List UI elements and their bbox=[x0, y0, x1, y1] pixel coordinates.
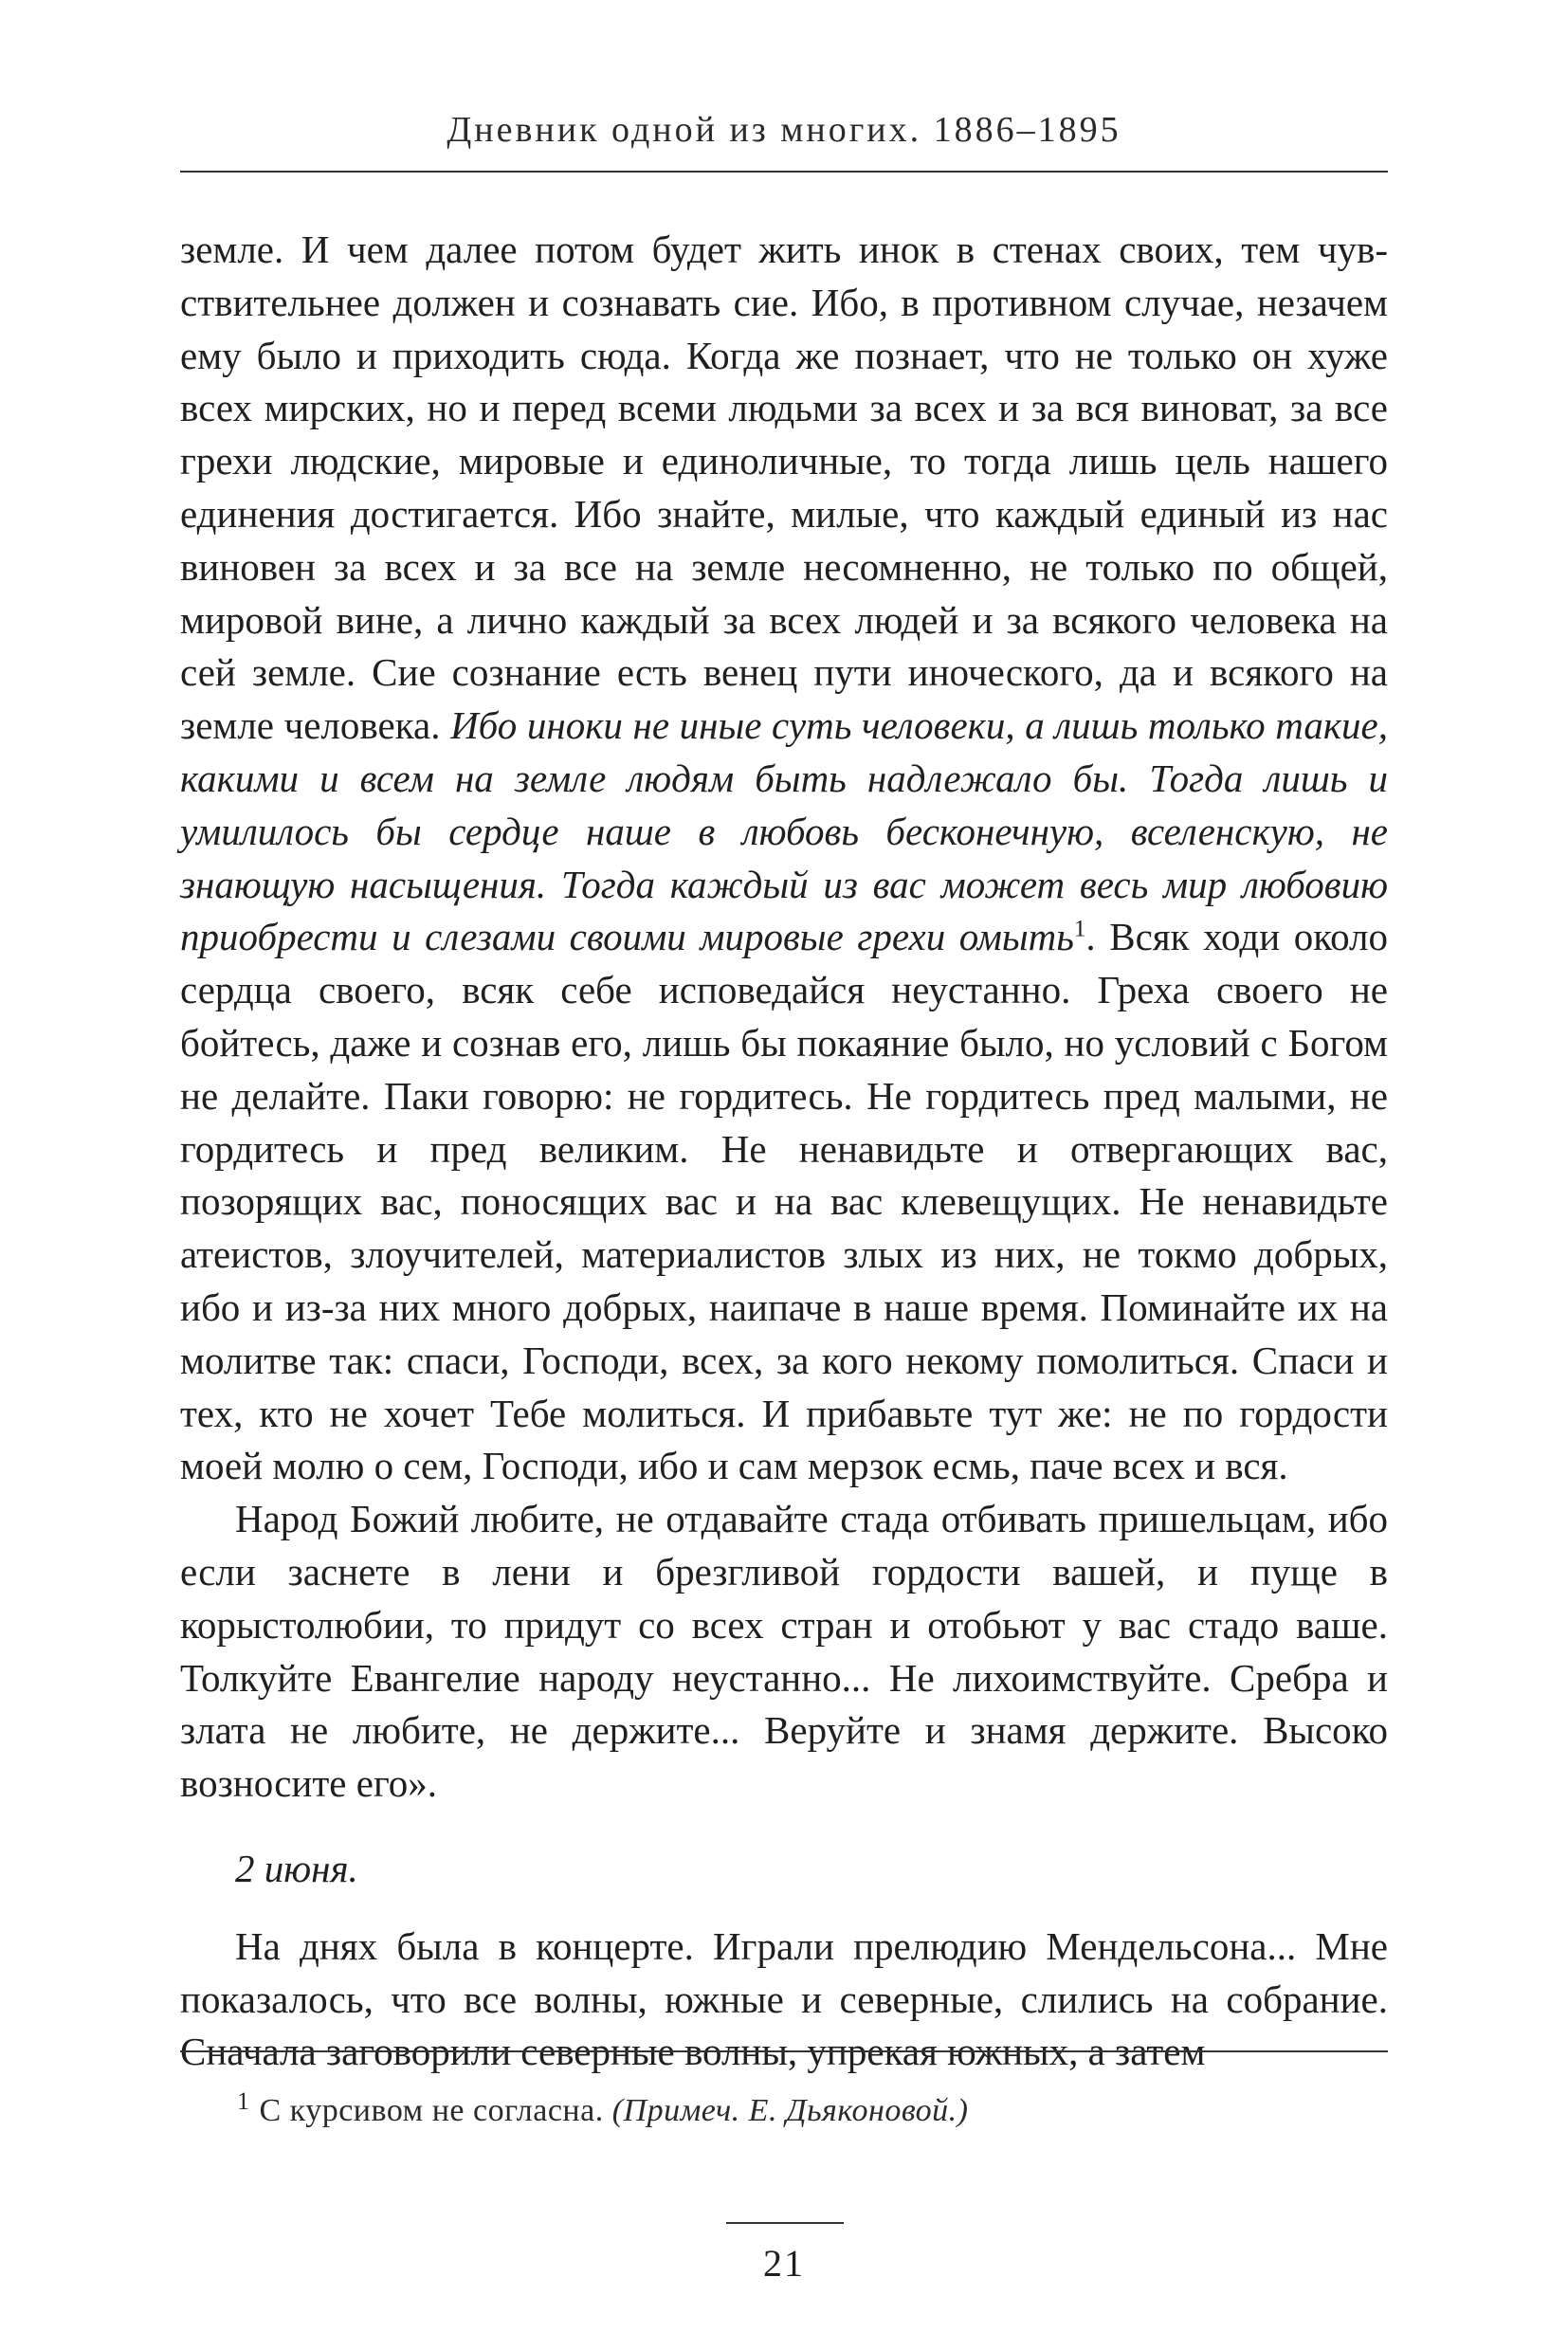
paragraph-1-italic: Ибо иноки не иные суть человеки, а лишь только такие, какими и всем на земле людям быть надлежало бы. Тогда лишь и умилилось бы сердце наше в любовь бесконечную, вселенскую, не знающую насыщения. Тогда каждый из вас может весь мир любовию приобрести и слезами своими мировые грехи омыть bbox=[180, 703, 1388, 959]
footnote-attribution: (Примеч. Е. Дьяконовой.) bbox=[611, 2093, 969, 2128]
footnote-mark: 1 bbox=[237, 2086, 250, 2115]
footnote bbox=[237, 2086, 969, 2129]
paragraph-1-continuation: . Всяк ходи около сердца своего, всяк себе исповедайся неустанно. Греха своего не бойтесь, даже и сознав его, лишь бы покаяние было, но условий с Богом не делайте. Паки говорю: не гордитесь. Не гордитесь пред малыми, не гордитесь и пред великим. Не ненавидьте и отвергающих вас, позорящих вас, поносящих вас и на вас клевещущих. Не ненавидьте атеистов, злоучителей, материалистов злых из них, не токмо добрых, ибо и из-за них много добрых, наипаче в наше время. Поминайте их на молитве так: спаси, Господи, всех, за кого некому помолиться. Спаси и тех, кто не хочет Тебе молиться. И прибавьте тут же: не по гордости моей молю о сем, Господи, ибо и сам мерзок есмь, паче всех и вся. bbox=[180, 915, 1388, 1488]
main-text bbox=[180, 224, 1388, 2079]
page-number-rule bbox=[726, 2222, 844, 2224]
page-number: 21 bbox=[763, 2242, 805, 2285]
footnote-reference: 1 bbox=[1073, 916, 1086, 942]
paragraph-3: На днях была в концерте. Играли прелюдию Мендельсона... Мне показалось, что все волны, южные и северные, слились на собрание. Сначала заговорили северные волны, упрекая южных, а затем bbox=[180, 1923, 1388, 2074]
running-title: Дневник одной из многих. 1886–1895 bbox=[447, 110, 1121, 150]
paragraph-1-text: земле. И чем далее потом будет жить инок в стенах своих, тем чувствительнее должен и сознавать сие. Ибо, в противном случае, незачем ему было и приходить сюда. Когда же познает, что не только он хуже всех мирских, но и перед всеми людьми за всех и за вся виноват, за все грехи людские, мировые и единоличные, то тогда лишь цель нашего единения достигается. Ибо знайте, милые, что каждый единый из нас виновен за всех и за все на земле несомненно, не только по общей, мировой вине, а лично каждый за всех людей и за всякого человека на сей земле. Сие сознание есть венец пути иноческого, да и всякого на земле человека. bbox=[180, 228, 1388, 748]
diary-date: 2 июня. bbox=[235, 1846, 358, 1890]
header-rule bbox=[180, 171, 1388, 173]
paragraph-2: Народ Божий любите, не отдавайте стада отбивать пришельцам, ибо если заснете в лени и брезгливой гордости вашей, и пуще в корыстолюбии, то придут со всех стран и отобьют у вас стадо ваше. Толкуйте Евангелие народу неустанно... Не лихоимствуйте. Сребра и злата не любите, не держите... Веруйте и знамя держите. Высоко возносите его». bbox=[180, 1497, 1388, 1806]
footnote-rule bbox=[180, 2050, 1388, 2052]
footnote-text: С курсивом не согласна. bbox=[259, 2093, 612, 2128]
paragraph-1 bbox=[180, 224, 1388, 1493]
